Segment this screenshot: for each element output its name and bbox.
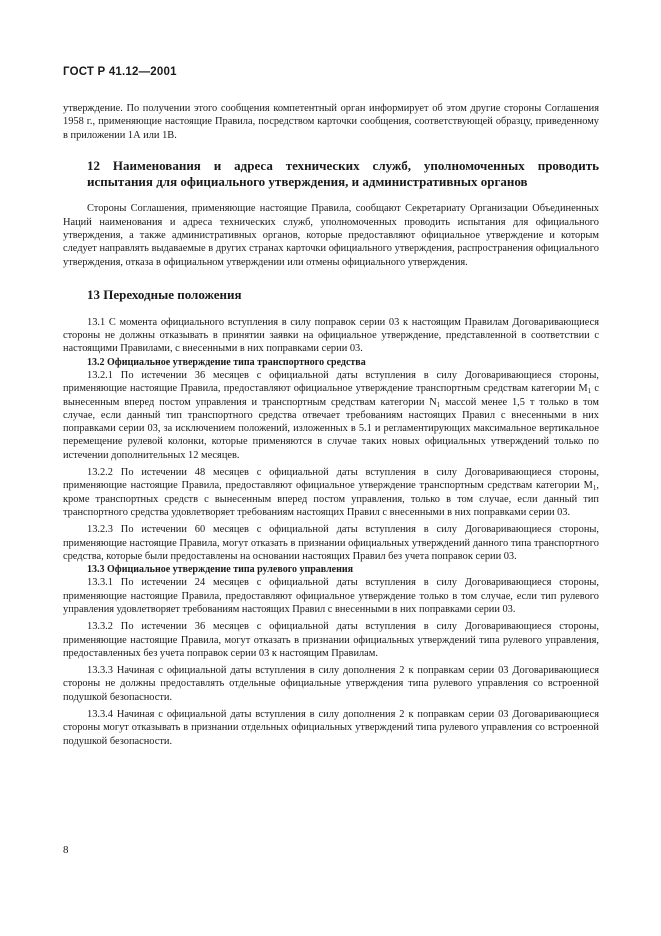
section-12-heading: 12 Наименования и адреса технических служб, уполномоченных проводить испытания для официального утверждения, и административных органов: [87, 157, 599, 189]
paragraph-13-2-1-part-a: 13.2.1 По истечении 36 месяцев с официальной даты вступления в силу Договаривающиеся стороны, применяющие настоящие Правила, предоставляют официальное утверждение транспортным средствам категории M: [63, 369, 599, 395]
paragraph-13-1: 13.1 С момента официального вступления в силу поправок серии 03 к настоящим Правилам Договаривающиеся стороны не должны отказывать в принятии заявки на официальное утверждение, представленной в соответствии с настоящими Правилами, с внесенными в них поправками серии 03.: [63, 316, 599, 355]
paragraph-13-2-1-part-b: с вынесенным вперед постом управления и транспортным средствам категории N: [63, 383, 599, 408]
subheading-13-2: 13.2 Официальное утверждение типа транспортного средства: [87, 356, 366, 368]
document-code-header: ГОСТ Р 41.12—2001: [63, 66, 177, 78]
intro-paragraph: утверждение. По получении этого сообщения компетентный орган информирует об этом другие стороны Соглашения 1958 г., применяющие настоящие Правила, посредством карточки сообщения, соответствующей образцу, приведенному в приложении 1А или 1В.: [63, 103, 599, 141]
paragraph-13-2-2: [63, 466, 599, 519]
subscript-m1: 1: [592, 484, 597, 493]
section-12-paragraph: Стороны Соглашения, применяющие настоящие Правила, сообщают Секретариату Организации Объединенных Наций наименования и адреса технических служб, уполномоченных проводить испытания для официального утверждения, а также административных органов, которые предоставляют официальное утверждение и которым следует направлять выдаваемые в других странах карточки официального утверждения, распространения официального утверждения, отказа в официальном утверждении или отмены официального утверждения.: [63, 203, 599, 268]
subscript-m1: 1: [587, 387, 592, 396]
paragraph-13-3-1: 13.3.1 По истечении 24 месяцев с официальной даты вступления в силу Договаривающиеся стороны, применяющие настоящие Правила, предоставляют официальное утверждение только в том случае, если тип рулевого управления удовлетворяет требованиям настоящих Правил с внесенными в них поправками серии 03.: [63, 577, 599, 615]
paragraph-13-2-2-part-a: 13.2.2 По истечении 48 месяцев с официальной даты вступления в силу Договаривающиеся стороны, применяющие настоящие Правила, предоставляют официальное утверждение транспортным средствам категории M: [63, 467, 599, 492]
paragraph-13-3-2: 13.3.2 По истечении 36 месяцев с официальной даты вступления в силу Договаривающиеся стороны, применяющие настоящие Правила, могут отказать в признании официальных утверждений типа рулевого управления, предоставленных без учета поправок серии 03 к настоящим Правилам.: [63, 621, 599, 659]
paragraph-13-2-2-part-b: , кроме транспортных средств с вынесенным вперед постом управления, только в том случае, если данный тип транспортного средства удовлетворяет требованиям настоящих Правил с внесенными в них поправками серии 03.: [63, 480, 599, 518]
paragraph-13-2-3: 13.2.3 По истечении 60 месяцев с официальной даты вступления в силу Договаривающиеся стороны, применяющие настоящие Правила, могут отказать в признании официальных утверждений данного типа транспортного средства, которые были предоставлены на основании настоящих Правил без учета поправок серии 03.: [63, 524, 599, 562]
subscript-n1: 1: [436, 400, 441, 409]
section-13-heading: 13 Переходные положения: [87, 286, 242, 302]
paragraph-13-3-3: 13.3.3 Начиная с официальной даты вступления в силу дополнения 2 к поправкам серии 03 Договаривающиеся стороны не должны предоставлять отдельные официальные утверждения типа рулевого управления со встроенной подушкой безопасности.: [63, 665, 599, 703]
paragraph-13-2-1: [63, 369, 599, 462]
paragraph-13-2-1-part-c: массой менее 1,5 т только в том случае, если данный тип транспортного средства отвечает требованиям настоящих Правил с внесенными в них поправками серии 03, за исключением положений, изложенных в 5.1 и регламентирующих максимальное вертикальное перемещение рулевой колонки, которые применяются в случае таких новых официальных утверждений только по истечении дополнительных 12 месяцев.: [63, 396, 600, 461]
paragraph-13-3-4: 13.3.4 Начиная с официальной даты вступления в силу дополнения 2 к поправкам серии 03 Договаривающиеся стороны могут отказывать в признании отдельных официальных утверждений типа рулевого управления со встроенной подушкой безопасности.: [63, 709, 599, 747]
subheading-13-3: 13.3 Официальное утверждение типа рулевого управления: [87, 564, 354, 576]
page-number: 8: [63, 844, 69, 856]
